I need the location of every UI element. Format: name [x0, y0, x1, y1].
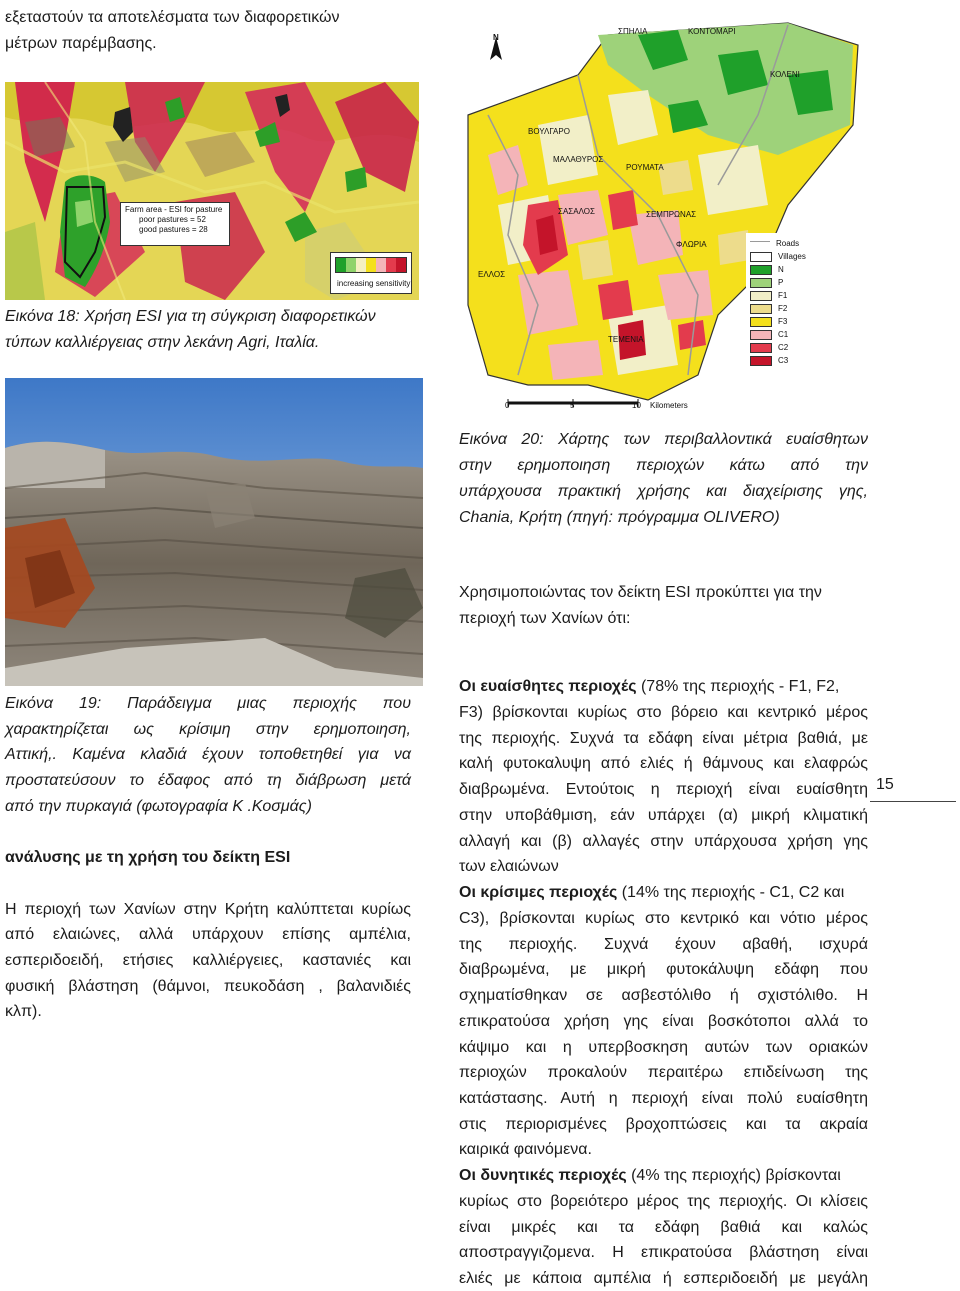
legend-label: C2 [778, 343, 789, 352]
legend-road-swatch [750, 241, 770, 247]
critical-areas-first-line [459, 883, 844, 903]
potential-areas-line: κυρίως στο βορειότερο μέρος της περιοχής. Οι κλίσεις [459, 1193, 868, 1210]
scale-tick-label: 10 [632, 401, 641, 410]
figure-19-caption-line: χαρακτηρίζεται ως κρίσιμη στην ερημοποιηση, [5, 721, 411, 738]
sensitive-areas-line: της περιοχής. Συχνά τα εδάφη είναι μέτρια βαθιά, με [459, 730, 868, 747]
sensitive-areas-line: διαβρωμένα. Εντούτοις η περιοχή είναι ευαίσθητη [459, 781, 868, 798]
figure-18-caption-line: τύπων καλλιέργειας στην λεκάνη Agri, Ιταλία. [5, 334, 320, 351]
scale-swatch [336, 258, 346, 272]
critical-areas-text: (14% της περιοχής - C1, C2 και [617, 884, 845, 901]
left-paragraph-line: από ελαιώνες, αλλά υπάρχουν επίσης αμπέλια, [5, 926, 411, 943]
village-label: ΚΟΛΕΝΙ [770, 70, 800, 79]
village-label: ΣΠΗΛΙΑ [618, 27, 648, 36]
right-intro-line: Χρησιμοποιώντας τον δείκτη ESI προκύπτει για την [459, 584, 822, 601]
left-paragraph-line: φυσική βλάστηση (θάμνοι, πευκοδάση , βαλανιδιές [5, 978, 411, 995]
legend-label: P [778, 278, 784, 287]
potential-areas-first-line [459, 1166, 841, 1186]
legend-swatch [750, 356, 772, 366]
legend-swatch [750, 330, 772, 340]
critical-areas-line: περιοχών προκαλούν περαιτέρω επιδείνωση της [459, 1064, 868, 1081]
legend-swatch [750, 252, 772, 262]
legend-row [750, 250, 860, 263]
scale-swatch [386, 258, 396, 272]
scale-swatch [376, 258, 386, 272]
figure-20-caption-line: στην ερημοποιηση περιοχών κάτω από την [459, 457, 868, 474]
left-paragraph-line: εσπεριδοειδή, ετήσιες καλλιέργειες, καστανιές και [5, 952, 411, 969]
figure-20-caption-line: Εικόνα 20: Χάρτης των περιβαλλοντικά ευαίσθητων [459, 431, 868, 448]
figure-18-caption-line: Εικόνα 18: Χρήση ESI για τη σύγκριση διαφορετικών [5, 308, 376, 325]
sensitivity-color-scale [335, 257, 407, 273]
north-arrow-label: N [493, 33, 499, 42]
legend-label: F3 [778, 317, 788, 326]
intro-line: μέτρων παρέμβασης. [5, 35, 157, 52]
left-paragraph-line: Η περιοχή των Χανίων στην Κρήτη καλύπτεται κυρίως [5, 901, 411, 918]
figure-20-map [458, 15, 870, 415]
critical-areas-line: στις περιορισμένες βροχοπτώσεις και τα ακραία [459, 1116, 868, 1133]
figure-19-caption-line: από την πυρκαγιά (φωτογραφία Κ .Κοσμάς) [5, 798, 312, 815]
sensitive-areas-line: αλλαγή και (β) αλλαγές στην υπάρχουσα χρήση γης [459, 833, 868, 850]
village-label: ΚΟΝΤΟΜΑΡΙ [688, 27, 736, 36]
critical-areas-label: Οι κρίσιμες περιοχές [459, 884, 618, 901]
critical-areas-line: κάψιμο και η υπερβοσκηση αυτών των οριακών [459, 1039, 868, 1056]
legend-row [750, 263, 860, 276]
figure-19-caption-line: Αττική,. Καμένα κλαδιά έχουν τοποθετηθεί για να [5, 746, 411, 763]
figure-19-caption-line: προστατεύσουν το έδαφος από τη διάβρωση μετά [5, 772, 411, 789]
sensitive-areas-line: των ελαιώνων [459, 858, 559, 875]
potential-areas-text: (4% της περιοχής) βρίσκονται [626, 1167, 841, 1184]
potential-areas-label: Οι δυνητικές περιοχές [459, 1167, 627, 1184]
village-label: ΜΑΛΑΘΥΡΟΣ [553, 155, 604, 164]
legend-label: C3 [778, 356, 789, 365]
right-intro-line: περιοχή των Χανίων ότι: [459, 610, 631, 627]
figure-19-photo [5, 378, 423, 686]
scale-swatch [366, 258, 376, 272]
left-paragraph-line: κλπ). [5, 1003, 42, 1020]
legend-row [750, 328, 860, 341]
figure-18-legend-box [120, 202, 230, 246]
scale-swatch [356, 258, 366, 272]
legend-row [750, 276, 860, 289]
legend-poor: poor pastures = 52 [139, 215, 206, 224]
sensitive-areas-line: F3) βρίσκονται κυρίως στο βόρειο και κεντρικό μέρος [459, 704, 868, 721]
legend-swatch [750, 343, 772, 353]
legend-label: Villages [778, 252, 806, 261]
figure-18-scale-box [330, 252, 412, 294]
figure-19-image [5, 378, 423, 686]
critical-areas-line: καιρικά φαινόμενα. [459, 1141, 592, 1158]
scale-tick-label: 5 [570, 401, 575, 410]
legend-row [750, 341, 860, 354]
scale-tick-label: 0 [505, 401, 510, 410]
legend-label: F1 [778, 291, 788, 300]
sensitive-areas-text: (78% της περιοχής - F1, F2, [636, 678, 840, 695]
critical-areas-line: της περιοχής. Συχνά έχουν αβαθή, ισχυρά [459, 936, 868, 953]
legend-swatch [750, 291, 772, 301]
page-number: 15 [876, 776, 894, 793]
critical-areas-line: διαβρωμένα, με μικρή φυτοκάλυψη εδάφη που [459, 961, 868, 978]
legend-label: N [778, 265, 784, 274]
critical-areas-line: σχηματίσθηκαν σε ασβεστόλιθο ή σχιστόλιθο. Η [459, 987, 868, 1004]
legend-swatch [750, 265, 772, 275]
legend-label: Roads [776, 239, 800, 248]
sensitive-areas-line: στην υποβάθμιση, εάν υπάρχει (α) μικρή κλιματική [459, 807, 868, 824]
legend-row [750, 237, 860, 250]
page-number-rule [870, 801, 956, 802]
scale-unit-label: Kilometers [650, 401, 688, 410]
legend-good: good pastures = 28 [139, 225, 208, 234]
critical-areas-line: κατάστασης. Αυτή η περιοχή είναι πολύ ευαίσθητη [459, 1090, 868, 1107]
figure-20-caption-line: Chania, Κρήτη (πηγή: πρόγραμμα OLIVERO) [459, 509, 780, 526]
village-label: ΕΛΛΟΣ [478, 270, 506, 279]
village-label: ΡΟΥΜΑΤΑ [626, 163, 664, 172]
legend-label: C1 [778, 330, 789, 339]
legend-swatch [750, 317, 772, 327]
village-label: ΣΕΜΠΡΩΝΑΣ [646, 210, 697, 219]
legend-swatch [750, 304, 772, 314]
village-label: ΦΛΩΡΙΑ [676, 240, 707, 249]
legend-swatch [750, 278, 772, 288]
legend-row [750, 289, 860, 302]
scale-swatch [396, 258, 406, 272]
scale-swatch [346, 258, 356, 272]
potential-areas-line: ελιές με κάποια αμπέλια ή εσπεριδοειδή με μεγάλη [459, 1270, 868, 1287]
sensitive-areas-line: καλή φυτοκαλυψη από ελιές ή θάμνους και ελαφρώς [459, 755, 868, 772]
sensitive-areas-label: Οι ευαίσθητες περιοχές [459, 678, 637, 695]
village-label: ΒΟΥΛΓΑΡΟ [528, 127, 570, 136]
potential-areas-line: είναι μικρές και τα εδάφη βαθιά και καλώς [459, 1219, 868, 1236]
legend-row [750, 315, 860, 328]
scale-label: increasing sensitivity [337, 279, 411, 288]
critical-areas-line: επικρατούσα χρήση γης είναι βοσκότοποι αλλά το [459, 1013, 868, 1030]
village-label: ΣΑΣΑΛΟΣ [558, 207, 595, 216]
sensitive-areas-first-line [459, 677, 839, 697]
potential-areas-line: αποστραγγιζομενα. Η επικρατούσα βλάστηση είναι [459, 1244, 868, 1261]
legend-title: Farm area - ESI for pasture [125, 205, 223, 214]
figure-18-map [5, 82, 419, 300]
legend-row [750, 302, 860, 315]
legend-label: F2 [778, 304, 788, 313]
section-heading: ανάλυσης με τη χρήση του δείκτη ESI [5, 849, 291, 866]
figure-20-legend [750, 237, 860, 367]
critical-areas-line: C3), βρίσκονται κυρίως στο κεντρικό και νότιο μέρος [459, 910, 868, 927]
village-label: ΤΕΜΕΝΙΑ [608, 335, 644, 344]
intro-line: εξεταστούν τα αποτελέσματα των διαφορετικών [5, 9, 340, 26]
legend-row [750, 354, 860, 367]
figure-20-caption-line: υπάρχουσα πρακτική χρήσης και διαχείρισης γης, [459, 483, 868, 500]
figure-19-caption-line: Εικόνα 19: Παράδειγμα μιας περιοχής που [5, 695, 411, 712]
